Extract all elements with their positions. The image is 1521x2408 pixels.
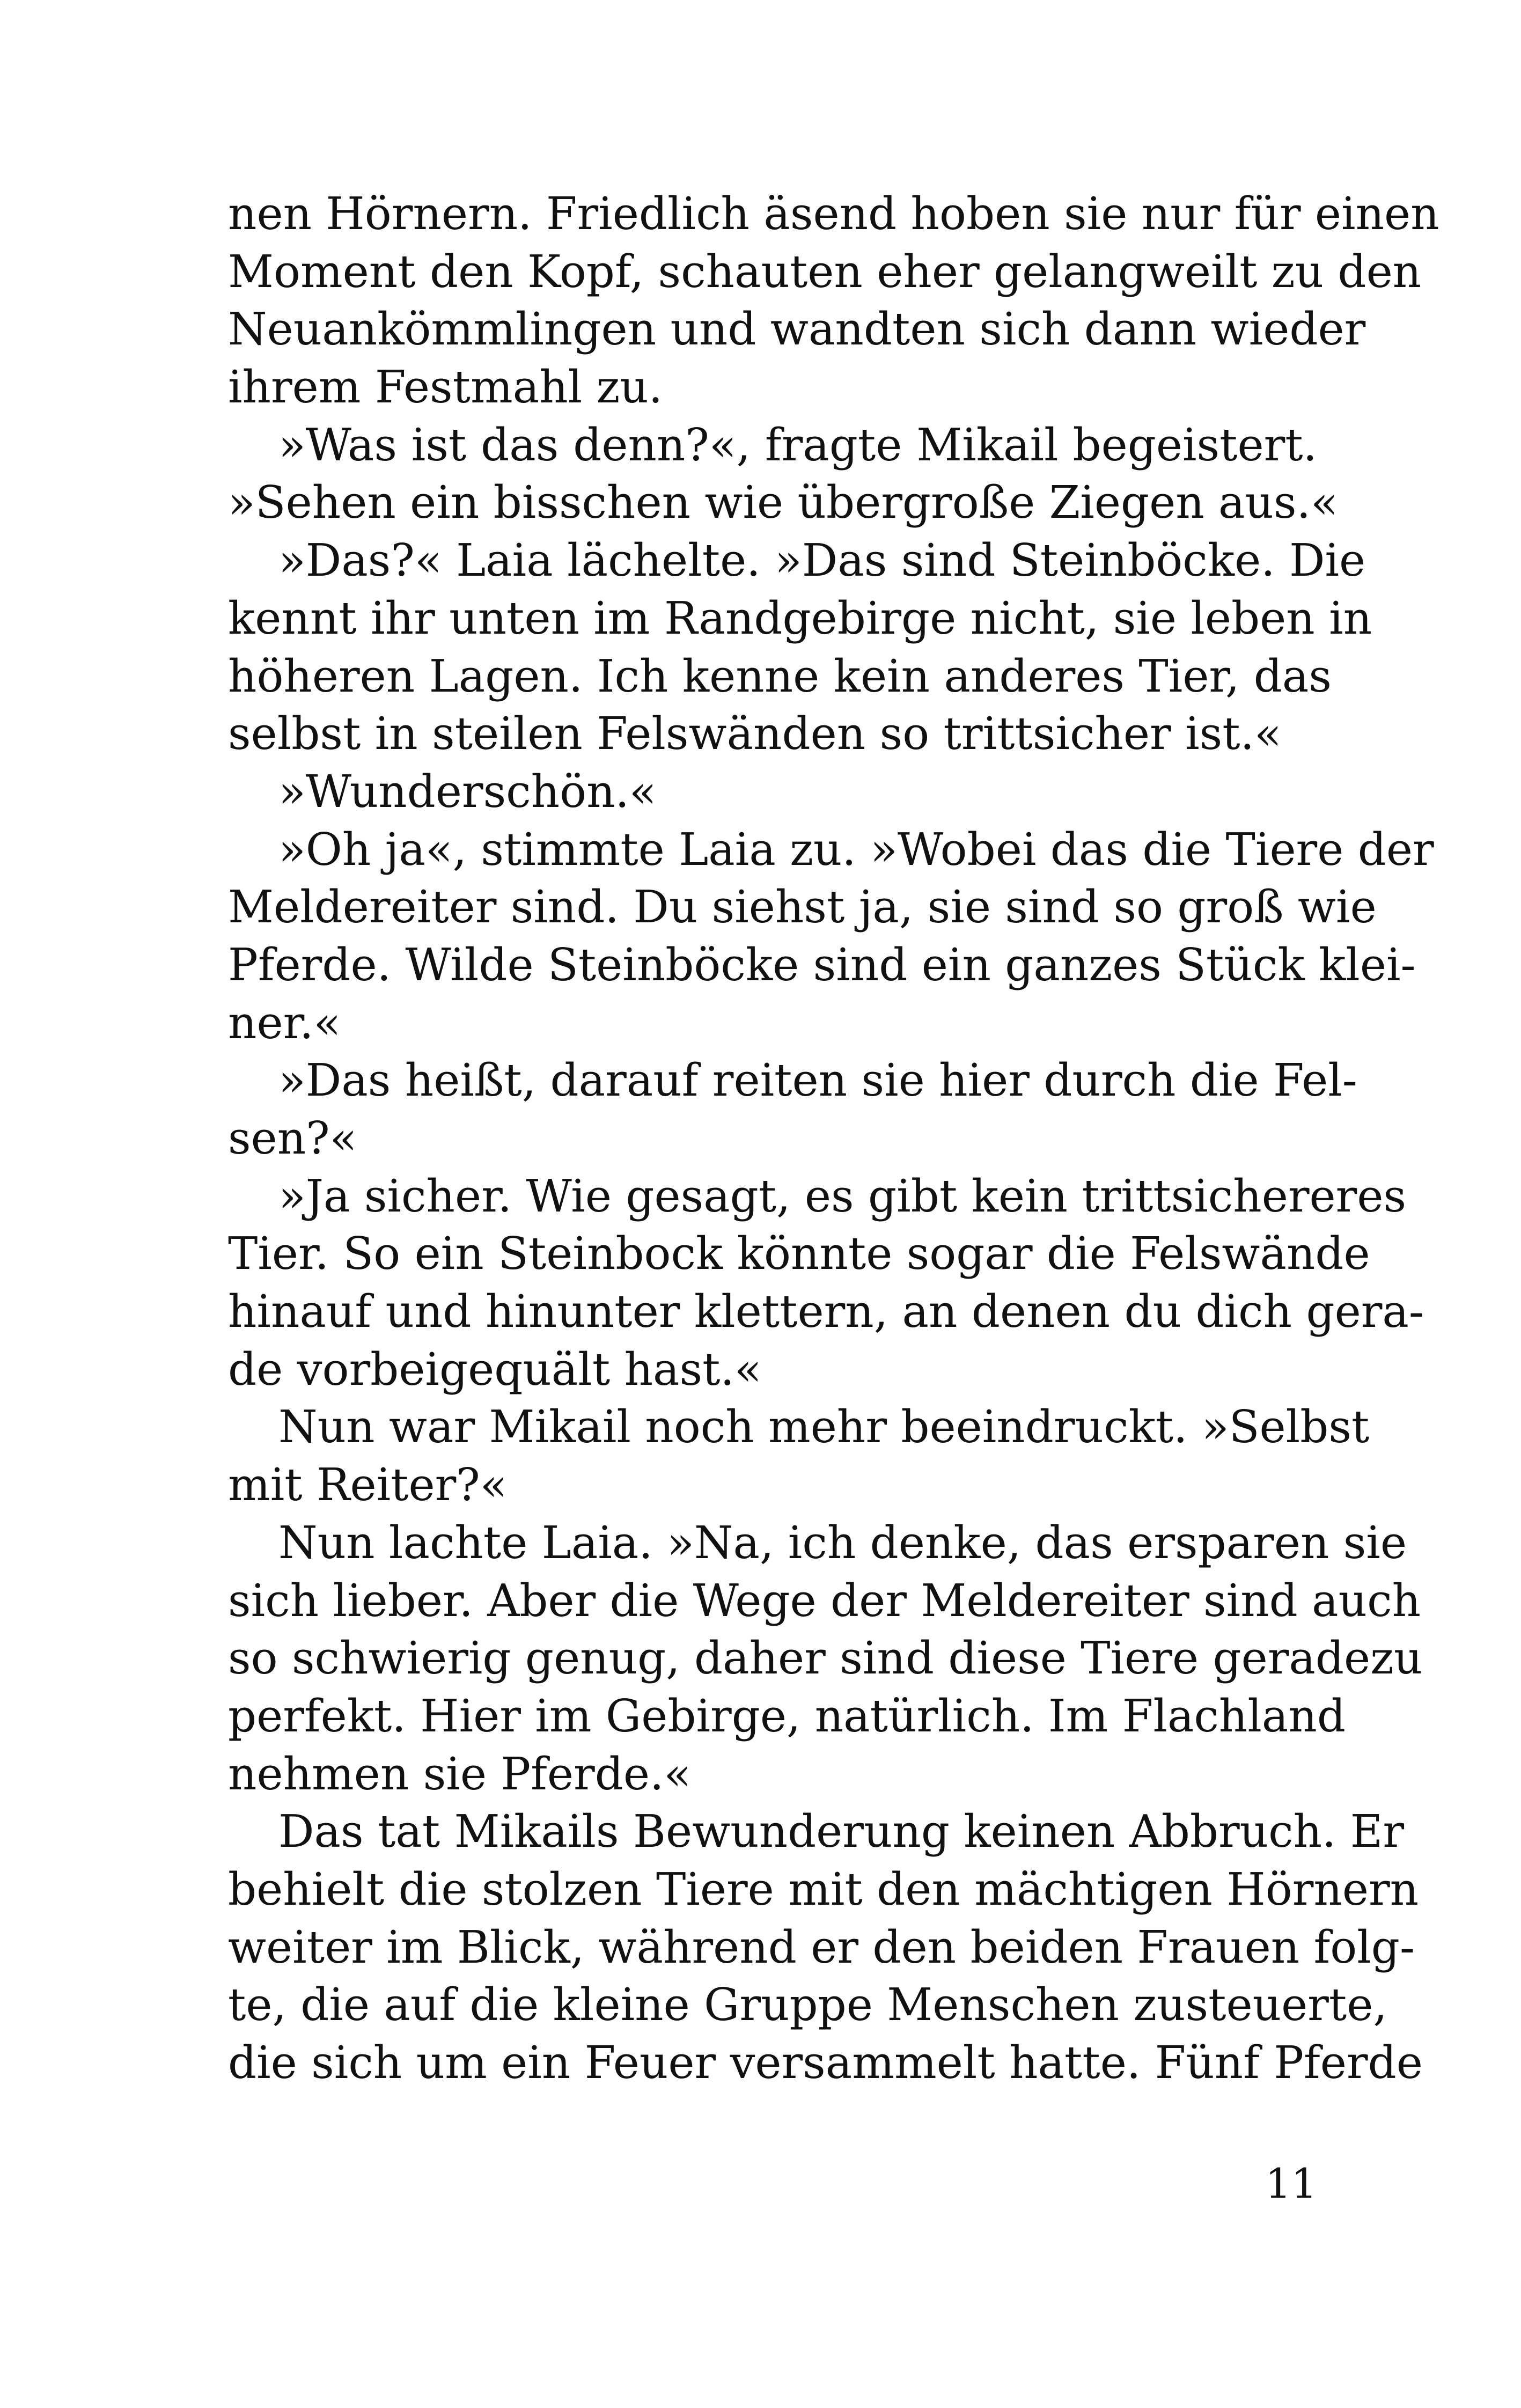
- text-line: »Wunderschön.«: [278, 765, 657, 818]
- text-line: hinauf und hinunter klettern, an denen du dich gera-: [228, 1286, 1424, 1338]
- text-line: höheren Lagen. Ich kenne kein anderes Tier, das: [228, 650, 1332, 702]
- text-line: perfekt. Hier im Gebirge, natürlich. Im Flachland: [228, 1690, 1346, 1742]
- text-line: behielt die stolzen Tiere mit den mächtigen Hörnern: [228, 1863, 1419, 1915]
- text-line: »Oh ja«, stimmte Laia zu. »Wobei das die Tiere der: [278, 823, 1434, 876]
- text-line: Pferde. Wilde Steinböcke sind ein ganzes Stück klei-: [228, 938, 1416, 991]
- text-line: sich lieber. Aber die Wege der Meldereiter sind auch: [228, 1574, 1421, 1627]
- text-line: mit Reiter?«: [228, 1459, 508, 1511]
- text-line: »Das?« Laia lächelte. »Das sind Steinböcke. Die: [278, 534, 1366, 587]
- text-line: »Sehen ein bisschen wie übergroße Ziegen aus.«: [228, 476, 1338, 529]
- text-line: ner.«: [228, 996, 341, 1049]
- text-line: »Ja sicher. Wie gesagt, es gibt kein trittsichereres: [278, 1170, 1407, 1222]
- text-line: selbst in steilen Felswänden so trittsicher ist.«: [228, 708, 1282, 760]
- text-line: Tier. So ein Steinbock könnte sogar die Felswände: [228, 1228, 1370, 1280]
- text-line: nen Hörnern. Friedlich äsend hoben sie nur für einen: [228, 188, 1439, 240]
- text-line: sen?«: [228, 1112, 357, 1164]
- page-number: 11: [1265, 2160, 1317, 2207]
- body-text: [228, 185, 1439, 2092]
- text-line: die sich um ein Feuer versammelt hatte. Fünf Pferde: [228, 2037, 1423, 2089]
- text-line: te, die auf die kleine Gruppe Menschen zusteuerte,: [228, 1979, 1387, 2031]
- text-line: Moment den Kopf, schauten eher gelangweilt zu den: [228, 245, 1422, 298]
- text-line: ihrem Festmahl zu.: [228, 361, 663, 414]
- text-line: de vorbeigequält hast.«: [228, 1343, 762, 1396]
- text-line: Das tat Mikails Bewunderung keinen Abbruch. Er: [278, 1805, 1405, 1858]
- text-line: nehmen sie Pferde.«: [228, 1748, 692, 1800]
- text-line: so schwierig genug, daher sind diese Tiere geradezu: [228, 1632, 1423, 1685]
- text-line: Nun lachte Laia. »Na, ich denke, das ersparen sie: [278, 1516, 1407, 1569]
- text-line: »Das heißt, darauf reiten sie hier durch die Fel-: [278, 1054, 1357, 1107]
- text-line: »Was ist das denn?«, fragte Mikail begeistert.: [278, 419, 1317, 471]
- text-line: Meldereiter sind. Du siehst ja, sie sind so groß wie: [228, 881, 1377, 934]
- text-line: Nun war Mikail noch mehr beeindruckt. »Selbst: [278, 1401, 1370, 1453]
- text-line: Neuankömmlingen und wandten sich dann wieder: [228, 303, 1366, 356]
- text-line: kennt ihr unten im Randgebirge nicht, sie leben in: [228, 592, 1372, 644]
- text-line: weiter im Blick, während er den beiden Frauen folg-: [228, 1921, 1415, 1973]
